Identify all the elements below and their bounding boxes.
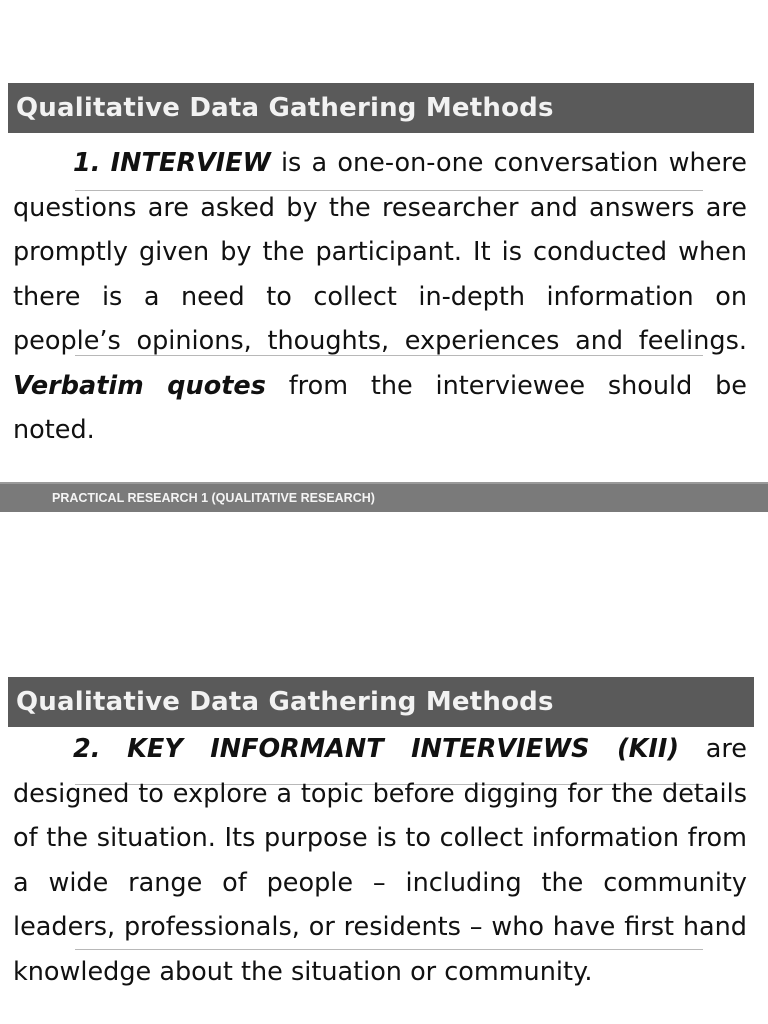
slide-body [13, 141, 747, 453]
item-number: 1. [73, 148, 101, 178]
slide-body [13, 727, 747, 994]
footer-bar [0, 482, 768, 512]
slide-title: Qualitative Data Gathering Methods [16, 687, 554, 717]
method-term: INTERVIEW [110, 148, 271, 178]
body-text-a: are designed to explore a topic before digging for the details of the situation. Its purpose is to collect information from a wide range of people – including the community leaders, professionals, or residents – who have first hand knowledge about the situation or community. [13, 734, 747, 987]
slide-key-informant [0, 594, 768, 1024]
method-term: KEY INFORMANT INTERVIEWS (KII) [127, 734, 680, 764]
footer-text: PRACTICAL RESEARCH 1 (QUALITATIVE RESEARCH) [52, 491, 375, 505]
body-text-a: is a one-on-one conversation where questions are asked by the researcher and answers are promptly given by the participant. It is conducted when there is a need to collect in-depth information on people’s opinions, thoughts, experiences and feelings. [13, 148, 747, 356]
slide-title: Qualitative Data Gathering Methods [16, 93, 554, 123]
paragraph [13, 141, 747, 453]
item-number: 2. [73, 734, 101, 764]
slide-title-bar [8, 83, 754, 133]
body-text-b: from the interviewee should be noted. [13, 370, 747, 445]
emphasis-text: Verbatim quotes [13, 370, 266, 401]
slide-title-bar [8, 677, 754, 727]
paragraph [13, 727, 747, 994]
